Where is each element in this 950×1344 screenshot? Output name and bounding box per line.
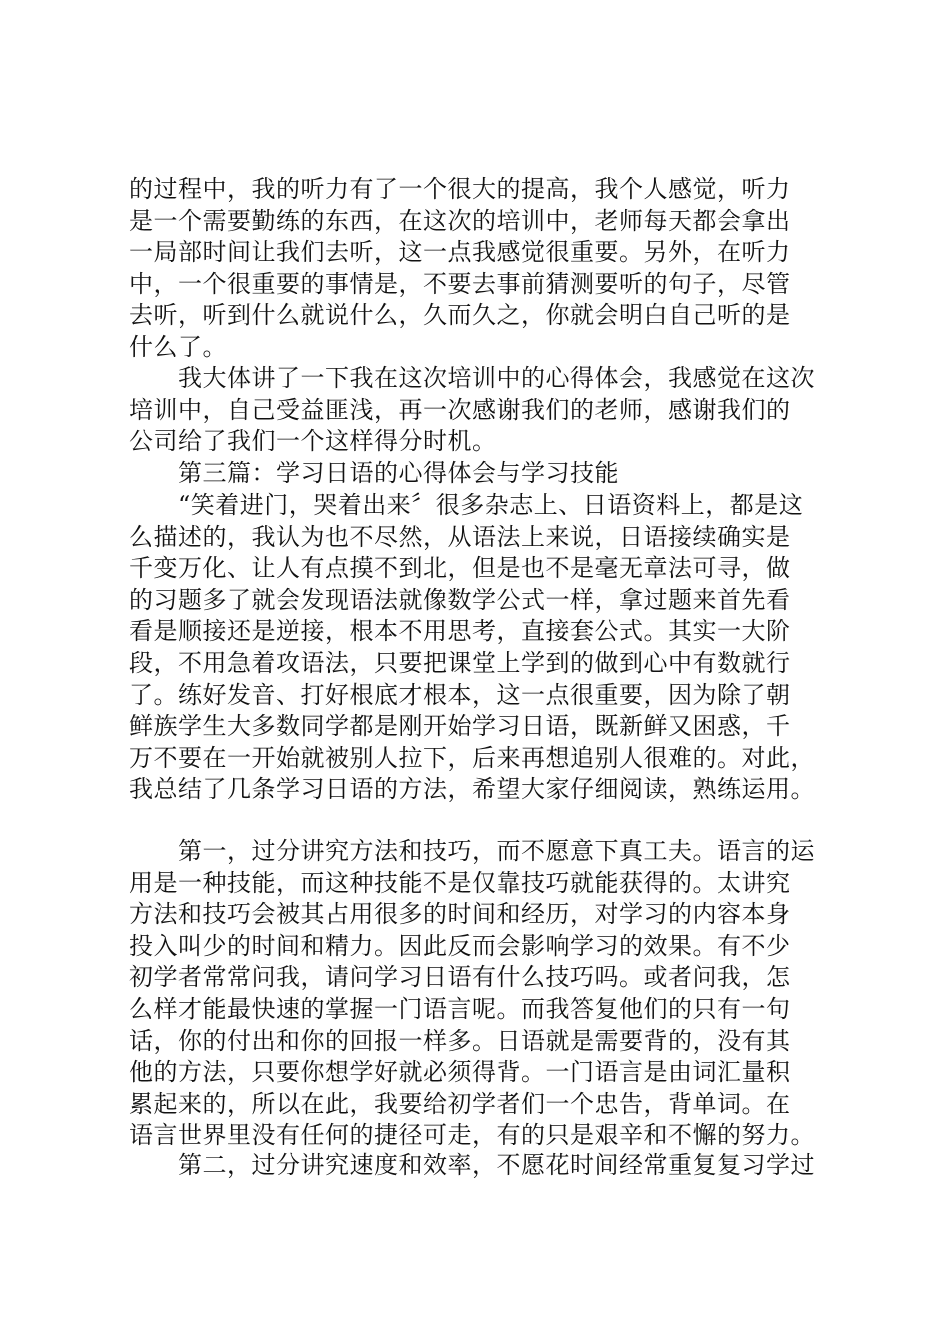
paragraph-line: 看是顺接还是逆接，根本不用思考，直接套公式。其实一大阶 — [129, 617, 791, 646]
paragraph-line: 是一个需要勤练的东西，在这次的培训中，老师每天都会拿出 — [129, 206, 791, 235]
paragraph-line: 第一，过分讲究方法和技巧，而不愿意下真工夫。语言的运 — [178, 837, 815, 865]
paragraph-line: 什么了。 — [129, 332, 227, 361]
paragraph-line: 么描述的，我认为也不尽然，从语法上来说，日语接续确实是 — [129, 522, 791, 551]
paragraph-line: 语言世界里没有任何的捷径可走，有的只是艰辛和不懈的努力。 — [129, 1121, 815, 1150]
paragraph-line: 鲜族学生大多数同学都是刚开始学习日语，既新鲜又困惑，千 — [129, 712, 791, 741]
paragraph-2 — [129, 363, 829, 458]
paragraph-line: 段，不用急着攻语法，只要把课堂上学到的做到心中有数就行 — [129, 648, 791, 677]
paragraph-line: 了。练好发音、打好根底才根本，这一点很重要，因为除了朝 — [129, 680, 791, 709]
paragraph-line: 的过程中，我的听力有了一个很大的提高，我个人感觉，听力 — [129, 175, 791, 203]
paragraph-line: 去听，听到什么就说什么，久而久之，你就会明白自己听的是 — [129, 301, 791, 330]
heading-text: 第三篇：学习日语的心得体会与学习技能 — [178, 459, 619, 487]
paragraph-line: 么样才能最快速的掌握一门语言呢。而我答复他们的只有一句 — [129, 994, 791, 1023]
paragraph-line: 我总结了几条学习日语的方法，希望大家仔细阅读，熟练运用。 — [129, 775, 815, 804]
paragraph-line: 千变万化、让人有点摸不到北，但是也不是毫无章法可寻，做 — [129, 554, 791, 583]
paragraph-5 — [129, 1150, 829, 1182]
paragraph-line: 累起来的，所以在此，我要给初学者们一个忠告，背单词。在 — [129, 1089, 791, 1118]
paragraph-4 — [129, 836, 829, 1152]
paragraph-line: 公司给了我们一个这样得分时机。 — [129, 427, 497, 456]
paragraph-line: 第二，过分讲究速度和效率，不愿花时间经常重复复习学过 — [178, 1151, 815, 1179]
paragraph-line: 万不要在一开始就被别人拉下，后来再想追别人很难的。对此， — [129, 743, 815, 772]
paragraph-line: 用是一种技能，而这种技能不是仅靠技巧就能获得的。太讲究 — [129, 868, 791, 897]
paragraph-line: 我大体讲了一下我在这次培训中的心得体会，我感觉在这次 — [178, 364, 815, 392]
paragraph-3 — [129, 490, 829, 806]
paragraph-line: 中，一个很重要的事情是，不要去事前猜测要听的句子，尽管 — [129, 269, 791, 298]
paragraph-line: 投入叫少的时间和精力。因此反而会影响学习的效果。有不少 — [129, 931, 791, 960]
paragraph-line: 的习题多了就会发现语法就像数学公式一样，拿过题来首先看 — [129, 585, 791, 614]
paragraph-1 — [129, 174, 829, 364]
paragraph-line: 一局部时间让我们去听，这一点我感觉很重要。另外，在听力 — [129, 238, 791, 267]
paragraph-line: 他的方法，只要你想学好就必须得背。一门语言是由词汇量积 — [129, 1058, 791, 1087]
paragraph-line: “笑着进门，哭着出来〞很多杂志上、日语资料上，都是这 — [178, 491, 804, 519]
paragraph-line: 话，你的付出和你的回报一样多。日语就是需要背的，没有其 — [129, 1026, 791, 1055]
paragraph-line: 方法和技巧会被其占用很多的时间和经历，对学习的内容本身 — [129, 900, 791, 929]
section-heading — [129, 458, 829, 490]
paragraph-line: 初学者常常问我，请问学习日语有什么技巧吗。或者问我，怎 — [129, 963, 791, 992]
paragraph-line: 培训中，自己受益匪浅，再一次感谢我们的老师，感谢我们的 — [129, 395, 791, 424]
